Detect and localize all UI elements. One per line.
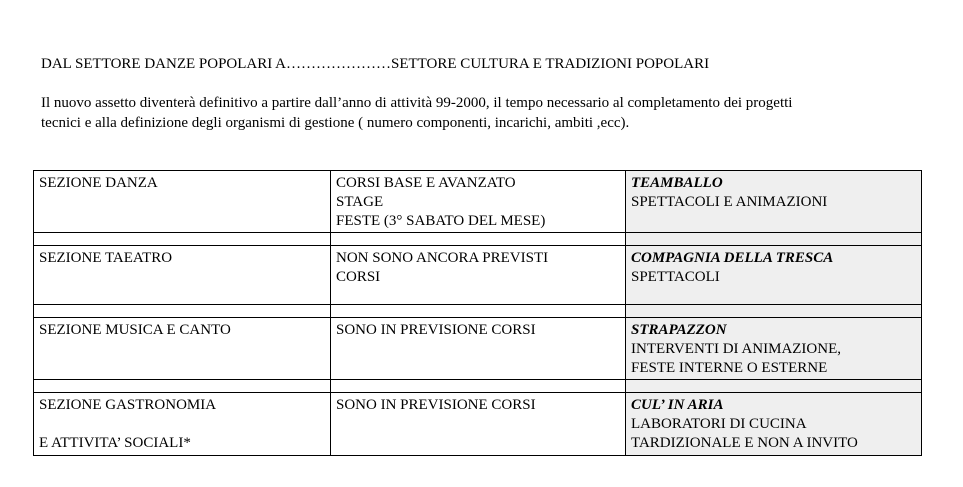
document-heading: DAL SETTORE DANZE POPOLARI A…………………SETTORE CULTURA E TRADIZIONI POPOLARI	[41, 56, 710, 72]
courses-cell	[331, 246, 626, 305]
intro-paragraph-line: Il nuovo assetto diventerà definitivo a partire dall’anno di attività 99-2000, il tempo necessario al completamento dei progetti	[41, 95, 793, 111]
activities-line: FESTE INTERNE O ESTERNE	[631, 360, 828, 376]
spacer-row	[34, 380, 922, 393]
group-cell	[626, 318, 922, 380]
group-name: CUL’ IN ARIA	[631, 397, 724, 413]
courses-cell	[331, 393, 626, 456]
courses-line: SONO IN PREVISIONE CORSI	[336, 397, 536, 413]
activities-line: TARDIZIONALE E NON A INVITO	[631, 435, 858, 451]
courses-line: CORSI	[336, 269, 381, 285]
intro-paragraph-line: tecnici e alla definizione degli organismi di gestione ( numero componenti, incarichi, ambiti ,ecc).	[41, 115, 630, 131]
intro-paragraph	[41, 93, 931, 133]
spacer-row	[34, 305, 922, 318]
activities-line: INTERVENTI DI ANIMAZIONE,	[631, 341, 842, 357]
group-cell	[626, 171, 922, 233]
group-name: TEAMBALLO	[631, 175, 723, 191]
activities-line: SPETTACOLI	[631, 269, 720, 285]
courses-line: NON SONO ANCORA PREVISTI	[336, 250, 549, 266]
section-name: SEZIONE MUSICA E CANTO	[39, 322, 231, 338]
sections-table	[33, 170, 922, 456]
section-cell	[34, 318, 331, 380]
table-row	[34, 393, 922, 456]
section-cell	[34, 246, 331, 305]
table-row	[34, 318, 922, 380]
section-cell	[34, 393, 331, 456]
activities-line: LABORATORI DI CUCINA	[631, 416, 807, 432]
section-name: SEZIONE DANZA	[39, 175, 158, 191]
section-cell	[34, 171, 331, 233]
section-name: E ATTIVITA’ SOCIALI*	[39, 435, 191, 451]
group-name: COMPAGNIA DELLA TRESCA	[631, 250, 834, 266]
group-cell	[626, 246, 922, 305]
courses-line: SONO IN PREVISIONE CORSI	[336, 322, 536, 338]
section-name: SEZIONE GASTRONOMIA	[39, 397, 217, 413]
courses-line: CORSI BASE E AVANZATO	[336, 175, 516, 191]
courses-cell	[331, 171, 626, 233]
courses-cell	[331, 318, 626, 380]
spacer-row	[34, 233, 922, 246]
group-cell	[626, 393, 922, 456]
group-name: STRAPAZZON	[631, 322, 727, 338]
table-row	[34, 171, 922, 233]
activities-line: SPETTACOLI E ANIMAZIONI	[631, 194, 828, 210]
table-row	[34, 246, 922, 305]
section-name: SEZIONE TAEATRO	[39, 250, 173, 266]
courses-line: FESTE (3° SABATO DEL MESE)	[336, 213, 546, 229]
courses-line: STAGE	[336, 194, 384, 210]
